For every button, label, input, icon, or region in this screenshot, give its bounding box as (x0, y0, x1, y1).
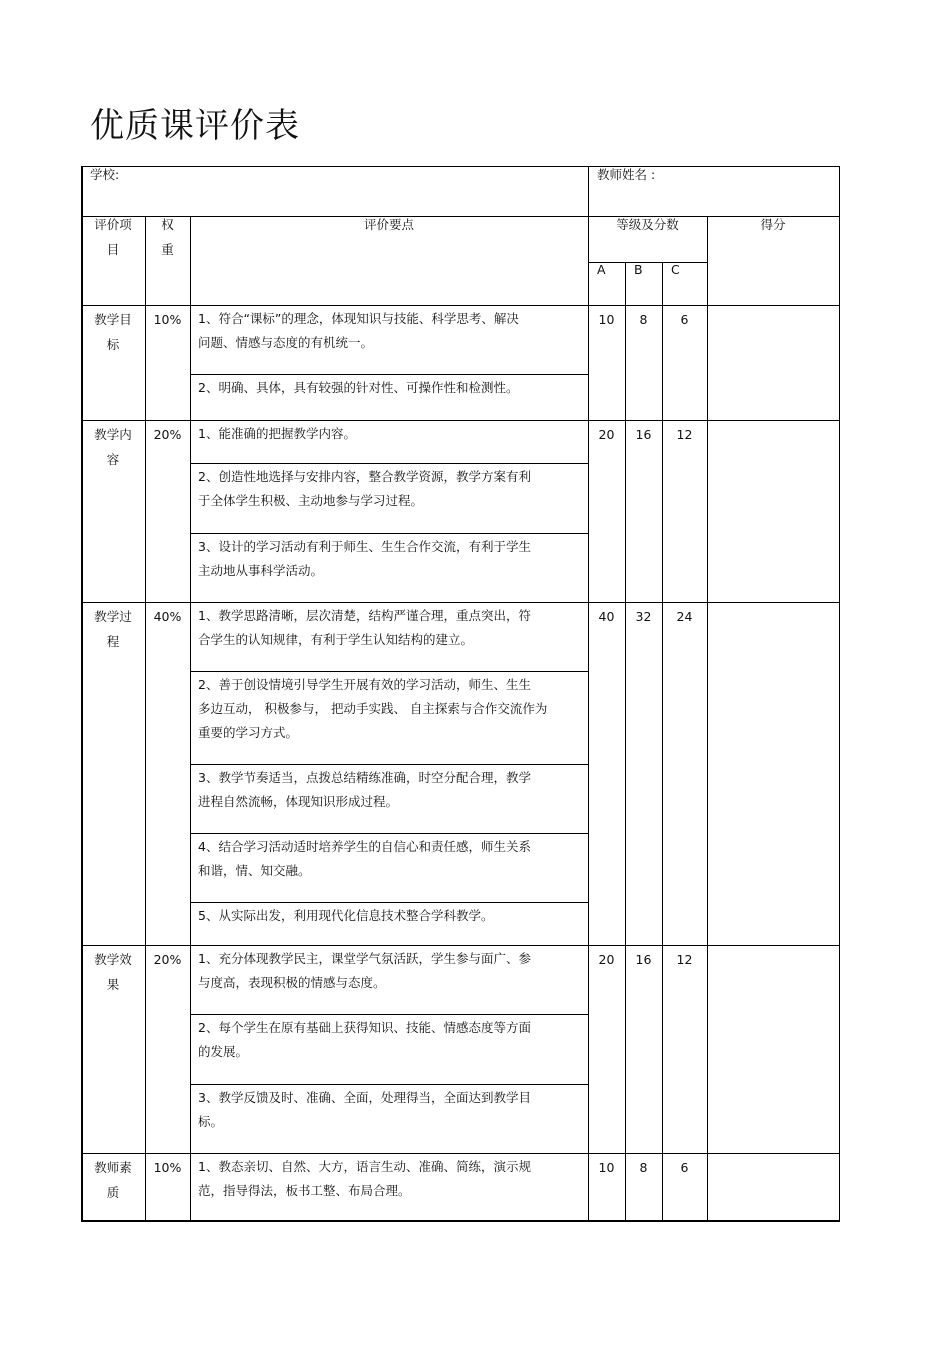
col-rule-score (707, 216, 708, 1221)
evaluation-point: 1、能准确的把握教学内容。 (198, 426, 356, 441)
evaluation-point: 2、每个学生在原有基础上获得知识、技能、情感态度等方面 (198, 1020, 531, 1035)
evaluation-point: 1、符合“课标”的理念，体现知识与技能、科学思考、解决 (198, 311, 519, 326)
col-rule-a (625, 262, 626, 1221)
row-grade-a: 10 (598, 1160, 615, 1175)
row-weight: 10% (153, 1160, 182, 1175)
col-rule-grades (588, 216, 589, 1221)
row-grade-c: 12 (676, 952, 693, 967)
evaluation-point: 3、教学节奏适当，点拨总结精练准确，时空分配合理，教学 (198, 770, 531, 785)
header-weight-cont: 重 (161, 242, 174, 257)
table-bottom-border (81, 1220, 840, 1222)
header-grades: 等级及分数 (616, 217, 679, 232)
header-item-cont: 目 (106, 242, 120, 257)
row-weight: 20% (153, 427, 182, 442)
header-weight: 权 (161, 217, 174, 232)
row-grade-a: 20 (598, 952, 615, 967)
row-grade-b: 16 (635, 952, 652, 967)
row-item-name-cont: 果 (106, 977, 120, 992)
row-item-name: 教学过 (94, 609, 132, 624)
header-grade-b: B (634, 262, 643, 277)
header-points: 评价要点 (363, 217, 414, 232)
col-rule-points (190, 216, 191, 1221)
evaluation-point: 2、明确、具体，具有较强的针对性、可操作性和检测性。 (198, 380, 519, 395)
grade-subheader-rule (588, 262, 708, 263)
evaluation-point: 范，指导得法，板书工整、布局合理。 (198, 1183, 411, 1198)
info-divider (588, 166, 589, 217)
evaluation-point: 5、从实际出发，利用现代化信息技术整合学科教学。 (198, 908, 494, 923)
row-grade-b: 16 (635, 427, 652, 442)
row-item-name-cont: 标 (106, 337, 120, 352)
row-item-name: 教学内 (94, 427, 132, 442)
evaluation-point: 2、创造性地选择与安排内容，整合教学资源，教学方案有利 (198, 469, 531, 484)
row-item-name-cont: 质 (106, 1185, 120, 1200)
evaluation-point: 重要的学习方式。 (198, 725, 299, 740)
row-item-name-cont: 程 (106, 634, 120, 649)
evaluation-point: 和谐，情、知交融。 (198, 863, 311, 878)
col-rule-weight (145, 216, 146, 1221)
evaluation-point: 1、充分体现教学民主，课堂学气氛活跃，学生参与面广、参 (198, 951, 531, 966)
row-grade-c: 6 (680, 312, 689, 327)
evaluation-point: 3、教学反馈及时、准确、全面，处理得当，全面达到教学目 (198, 1090, 531, 1105)
table-top-border (81, 166, 840, 167)
row-item-name: 教师素 (94, 1160, 132, 1175)
table-right-border (839, 166, 840, 1222)
evaluation-point: 主动地从事科学活动。 (198, 563, 324, 578)
row-grade-a: 10 (598, 312, 615, 327)
row-weight: 20% (153, 952, 182, 967)
school-label: 学校: (90, 167, 120, 182)
row-grade-b: 8 (639, 1160, 648, 1175)
row-grade-c: 24 (676, 609, 693, 624)
row-grade-c: 12 (676, 427, 693, 442)
row-item-name: 教学目 (94, 312, 132, 327)
header-item: 评价项 (94, 217, 132, 232)
row-item-name: 教学效 (94, 952, 132, 967)
evaluation-point: 进程自然流畅，体现知识形成过程。 (198, 794, 399, 809)
evaluation-point: 1、教态亲切、自然、大方，语言生动、准确、简练，演示规 (198, 1159, 531, 1174)
evaluation-point: 于全体学生积极、主动地参与学习过程。 (198, 493, 424, 508)
header-grade-a: A (597, 262, 606, 277)
evaluation-point: 标。 (198, 1114, 224, 1129)
evaluation-point: 多边互动， 积极参与， 把动手实践、 自主探索与合作交流作为 (198, 701, 548, 716)
row-grade-b: 32 (635, 609, 652, 624)
row-weight: 10% (153, 312, 182, 327)
col-rule-b (662, 262, 663, 1221)
evaluation-point: 1、教学思路清晰，层次清楚，结构严谨合理，重点突出，符 (198, 608, 531, 623)
evaluation-point: 的发展。 (198, 1044, 249, 1059)
section-rule (81, 420, 840, 421)
evaluation-point: 问题、情感与态度的有机统一。 (198, 335, 374, 350)
page-title: 优质课评价表 (90, 106, 300, 146)
evaluation-point: 与度高，表现积极的情感与态度。 (198, 975, 386, 990)
header-grade-c: C (671, 262, 680, 277)
header-score: 得分 (760, 217, 786, 232)
row-weight: 40% (153, 609, 182, 624)
teacher-name-label: 教师姓名 : (597, 167, 656, 182)
row-grade-b: 8 (639, 312, 648, 327)
evaluation-point: 4、结合学习活动适时培养学生的自信心和责任感，师生关系 (198, 839, 531, 854)
row-grade-a: 20 (598, 427, 615, 442)
row-item-name-cont: 容 (106, 452, 120, 467)
evaluation-point: 合学生的认知规律，有利于学生认知结构的建立。 (198, 632, 474, 647)
row-grade-a: 40 (598, 609, 615, 624)
row-grade-c: 6 (680, 1160, 689, 1175)
evaluation-point: 3、设计的学习活动有利于师生、生生合作交流，有利于学生 (198, 539, 531, 554)
evaluation-point: 2、善于创设情境引导学生开展有效的学习活动，师生、生生 (198, 677, 531, 692)
